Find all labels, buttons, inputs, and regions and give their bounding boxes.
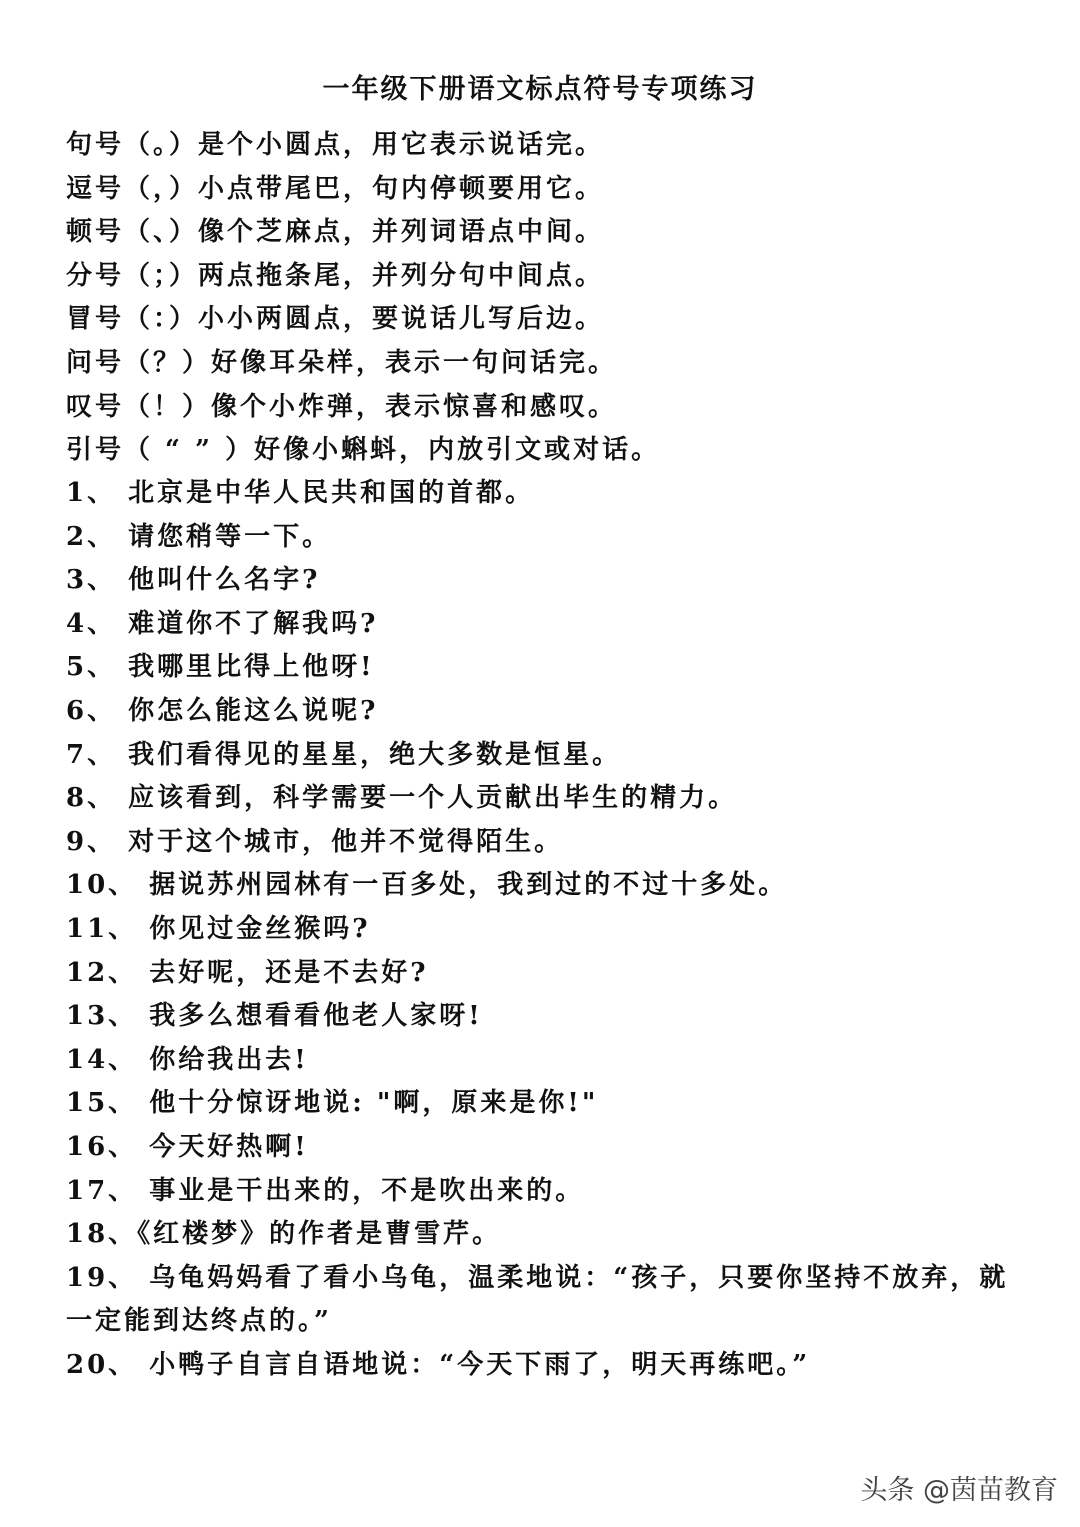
exercise-item: 3、 他叫什么名字? bbox=[66, 565, 321, 596]
exercise-item: 5、 我哪里比得上他呀! bbox=[66, 652, 375, 683]
exercise-item: 1、 北京是中华人民共和国的首都。 bbox=[66, 478, 535, 508]
watermark: 头条 @茵苗教育 bbox=[860, 1475, 1058, 1506]
exercise-item: 15、 他十分惊讶地说: "啊，原来是你!" bbox=[66, 1088, 599, 1119]
exercise-item: 6、 你怎么能这么说呢? bbox=[66, 695, 379, 726]
exercise-list bbox=[66, 472, 1026, 1387]
rule-line: 句号（。）是个小圆点，用它表示说话完。 bbox=[66, 130, 605, 160]
rule-line: 问号（？）好像耳朵样，表示一句问话完。 bbox=[66, 347, 618, 378]
exercise-item: 11、 你见过金丝猴吗? bbox=[66, 913, 371, 944]
exercise-item: 9、 对于这个城市，他并不觉得陌生。 bbox=[66, 826, 564, 857]
rule-line: 叹号（！）像个小炸弹，表示惊喜和感叹。 bbox=[66, 391, 618, 422]
punctuation-rules bbox=[66, 124, 1046, 473]
exercise-item: 14、 你给我出去! bbox=[66, 1044, 309, 1075]
exercise-item: 16、 今天好热啊! bbox=[66, 1131, 309, 1162]
exercise-item: 12、 去好呢，还是不去好? bbox=[66, 957, 429, 988]
exercise-item: 17、 事业是干出来的，不是吹出来的。 bbox=[66, 1175, 585, 1206]
exercise-item: 20、 小鸭子自言自语地说：“今天下雨了，明天再练吧。” bbox=[66, 1349, 811, 1380]
exercise-item: 13、 我多么想看看他老人家呀! bbox=[66, 1001, 483, 1032]
exercise-item: 7、 我们看得见的星星，绝大多数是恒星。 bbox=[66, 739, 622, 770]
rule-line: 引号（ “ ” ）好像小蝌蚪，内放引文或对话。 bbox=[66, 435, 661, 466]
exercise-item: 19、 乌龟妈妈看了看小乌龟，温柔地说：“孩子，只要你坚持不放弃，就一定能到达终点的。” bbox=[66, 1262, 1009, 1337]
rule-line: 逗号（，）小点带尾巴，句内停顿要用它。 bbox=[66, 173, 605, 204]
exercise-item: 4、 难道你不了解我吗? bbox=[66, 608, 379, 639]
page-title: 一年级下册语文标点符号专项练习 bbox=[322, 74, 758, 105]
exercise-item: 18、《红楼梦》的作者是曹雪芹。 bbox=[66, 1219, 502, 1250]
exercise-item: 8、 应该看到，科学需要一个人贡献出毕生的精力。 bbox=[66, 783, 738, 814]
rule-line: 分号（；）两点拖条尾，并列分句中间点。 bbox=[66, 260, 605, 291]
rule-line: 冒号（：）小小两圆点，要说话儿写后边。 bbox=[66, 304, 605, 335]
rule-line: 顿号（、）像个芝麻点，并列词语点中间。 bbox=[66, 217, 605, 248]
exercise-item: 10、 据说苏州园林有一百多处，我到过的不过十多处。 bbox=[66, 870, 788, 901]
exercise-item: 2、 请您稍等一下。 bbox=[66, 521, 332, 552]
